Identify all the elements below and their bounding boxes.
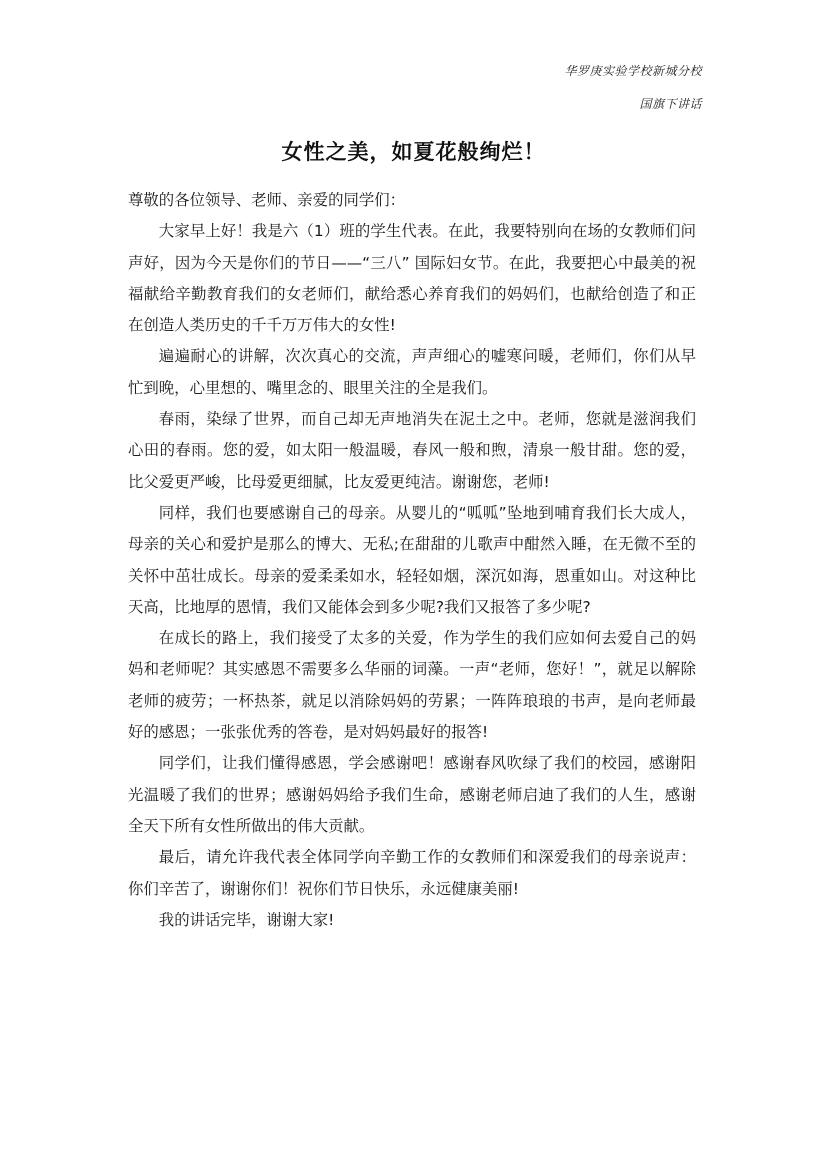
salutation: 尊敬的各位领导、老师、亲爱的同学们：	[128, 191, 406, 209]
speech-body	[128, 185, 696, 936]
paragraph-teachers-care: 遍遍耐心的讲解，次次真心的交流，声声细心的嘘寒问暖，老师们，你们从早忙到晚，心里想的、嘴里念的、眼里关注的全是我们。	[128, 347, 696, 397]
paragraph-closing-wishes: 最后，请允许我代表全体同学向辛勤工作的女教师们和深爱我们的母亲说声：你们辛苦了，谢谢你们！祝你们节日快乐，永远健康美丽!	[128, 848, 696, 898]
paragraph-gratitude: 在成长的路上，我们接受了太多的关爱，作为学生的我们应如何去爱自己的妈妈和老师呢？其实感恩不需要多么华丽的词藻。一声“老师，您好！”，就足以解除老师的疲劳；一杯热茶，就足以消除妈妈的劳累；一阵阵琅琅的书声，是向老师最好的感恩；一张张优秀的答卷，是对妈妈最好的报答!	[128, 629, 696, 742]
paragraph-thanks: 同学们，让我们懂得感恩，学会感谢吧！感谢春风吹绿了我们的校园，感谢阳光温暖了我们的世界；感谢妈妈给予我们生命，感谢老师启迪了我们的人生，感谢全天下所有女性所做出的伟大贡献。	[128, 754, 696, 835]
paragraph-greeting: 大家早上好！我是六（1）班的学生代表。在此，我要特别向在场的女教师们问声好，因为今天是你们的节日——“三八” 国际妇女节。在此，我要把心中最美的祝福献给辛勤教育我们的女老师们，献给悉心养育我们的妈妈们，也献给创造了和正在创造人类历史的千千万万伟大的女性!	[128, 222, 696, 335]
school-name: 华罗庚实验学校新城分校	[564, 64, 702, 78]
paragraph-end: 我的讲话完毕，谢谢大家!	[158, 910, 335, 929]
paragraph-spring-rain: 春雨，染绿了世界，而自己却无声地消失在泥土之中。老师，您就是滋润我们心田的春雨。您的爱，如太阳一般温暖，春风一般和煦，清泉一般甘甜。您的爱，比父爱更严峻，比母爱更细腻，比友爱更纯洁。谢谢您，老师!	[128, 410, 696, 491]
speech-occasion: 国旗下讲话	[639, 97, 702, 111]
speech-title: 女性之美，如夏花般绚烂！	[281, 140, 546, 164]
paragraph-mothers: 同样，我们也要感谢自己的母亲。从婴儿的“呱呱”坠地到哺育我们长大成人，母亲的关心和爱护是那么的博大、无私;在甜甜的儿歌声中酣然入睡，在无微不至的关怀中茁壮成长。母亲的爱柔柔如水，轻轻如烟，深沉如海，恩重如山。对这种比天高，比地厚的恩情，我们又能体会到多少呢?我们又报答了多少呢?	[128, 503, 696, 616]
